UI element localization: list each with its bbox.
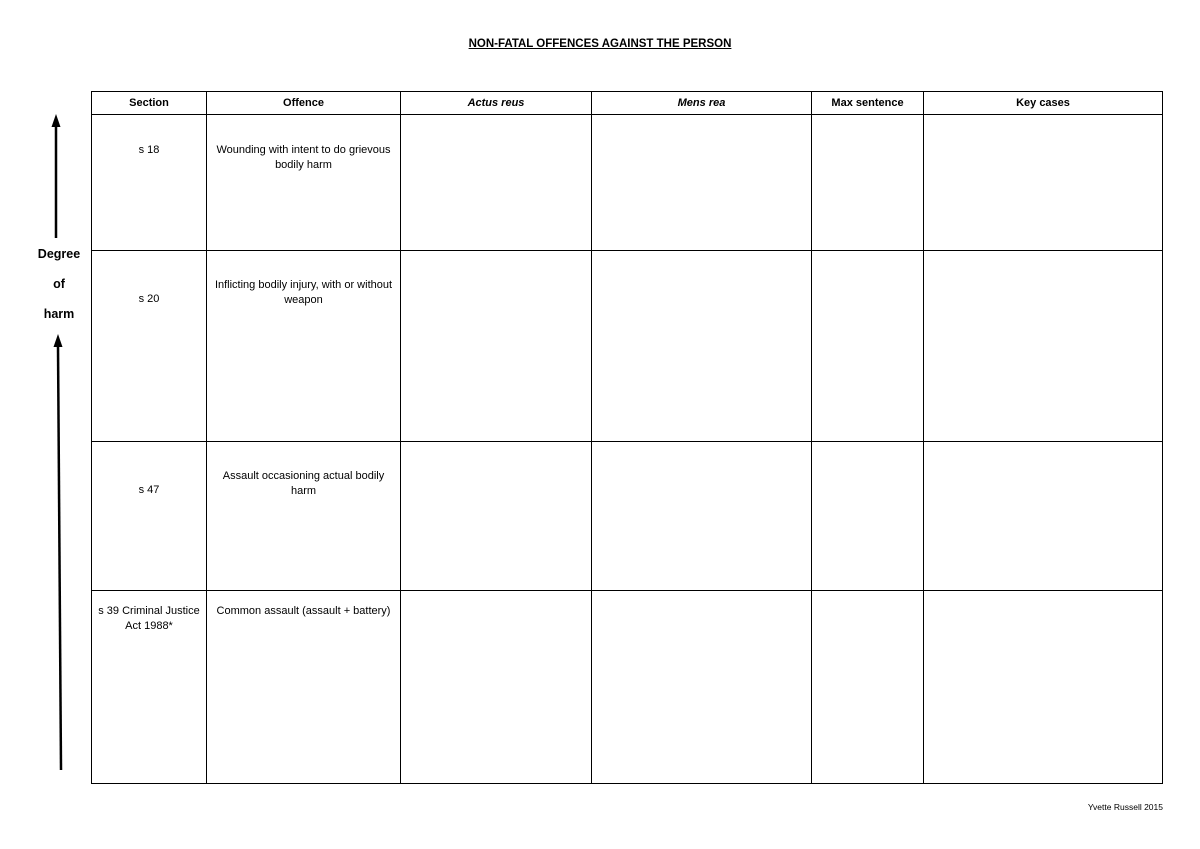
cell-actus-reus[interactable]: [401, 442, 592, 591]
header-section: Section: [92, 92, 207, 115]
cell-mens-rea[interactable]: [592, 115, 812, 251]
cell-max-sentence[interactable]: [812, 591, 924, 784]
cell-section: [92, 115, 207, 251]
cell-max-sentence[interactable]: [812, 251, 924, 442]
cell-max-sentence[interactable]: [812, 115, 924, 251]
section-text: s 47: [138, 484, 160, 496]
axis-label-harm: harm: [43, 307, 75, 321]
table-row: [92, 591, 1163, 784]
cell-offence: [207, 442, 401, 591]
cell-offence: [207, 251, 401, 442]
upper-arrow-head: [52, 114, 61, 127]
section-text: s 20: [138, 293, 160, 305]
cell-mens-rea[interactable]: [592, 251, 812, 442]
lower-arrow-shaft: [58, 346, 61, 770]
offences-table: [91, 91, 1163, 784]
page-title: NON-FATAL OFFENCES AGAINST THE PERSON: [468, 38, 732, 50]
table-row: [92, 442, 1163, 591]
cell-section: [92, 251, 207, 442]
offence-text: Common assault (assault + battery): [216, 605, 391, 617]
cell-offence: [207, 591, 401, 784]
header-max-sentence: Max sentence: [812, 92, 924, 115]
cell-mens-rea[interactable]: [592, 591, 812, 784]
cell-actus-reus[interactable]: [401, 591, 592, 784]
cell-mens-rea[interactable]: [592, 442, 812, 591]
cell-offence: [207, 115, 401, 251]
section-text: s 39 Criminal Justice Act 1988*: [98, 605, 200, 632]
cell-section: [92, 591, 207, 784]
header-key-cases: Key cases: [924, 92, 1163, 115]
header-actus-reus: Actus reus: [401, 92, 592, 115]
cell-section: [92, 442, 207, 591]
offence-text: Assault occasioning actual bodily harm: [222, 470, 385, 497]
cell-actus-reus[interactable]: [401, 251, 592, 442]
table-row: [92, 251, 1163, 442]
cell-max-sentence[interactable]: [812, 442, 924, 591]
header-mens-rea: Mens rea: [592, 92, 812, 115]
axis-label-degree: Degree: [37, 247, 81, 261]
cell-key-cases[interactable]: [924, 442, 1163, 591]
header-offence: Offence: [207, 92, 401, 115]
axis-label-of: of: [53, 277, 65, 291]
cell-key-cases[interactable]: [924, 591, 1163, 784]
degree-of-harm-arrows: [0, 0, 100, 849]
cell-actus-reus[interactable]: [401, 115, 592, 251]
section-text: s 18: [138, 144, 160, 156]
offence-text: Inflicting bodily injury, with or without weapon: [214, 279, 393, 306]
table-row: [92, 115, 1163, 251]
lower-arrow-head: [54, 334, 63, 347]
footer-author: Yvette Russell 2015: [1087, 802, 1163, 812]
cell-key-cases[interactable]: [924, 115, 1163, 251]
cell-key-cases[interactable]: [924, 251, 1163, 442]
header-row: [92, 92, 1163, 115]
offence-text: Wounding with intent to do grievous bodily harm: [216, 144, 391, 171]
